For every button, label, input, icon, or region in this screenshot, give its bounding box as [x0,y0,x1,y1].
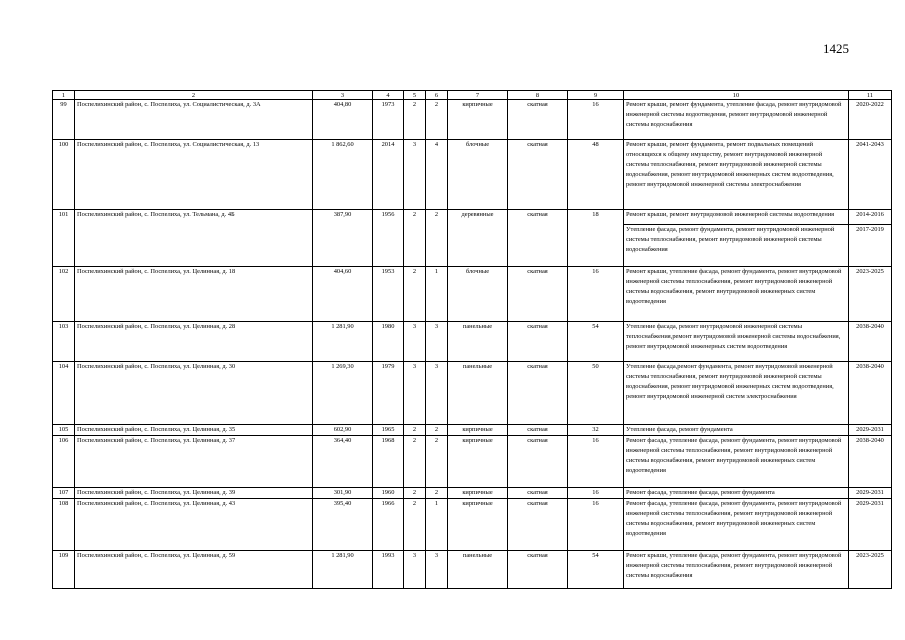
row-floors: 3 [404,551,426,589]
row-year: 2014 [373,140,404,210]
row-wall-material: кирпичные [448,436,508,488]
row-wall-material: кирпичные [448,100,508,140]
row-address: Поспелихинский район, с. Поспелиха, ул. Целинная, д. 37 [75,436,313,488]
table-row [53,436,892,488]
row-area: 1 269,30 [313,362,373,425]
column-number-7: 7 [448,91,508,100]
row-year: 1953 [373,267,404,322]
row-residents: 16 [568,499,624,551]
row-works: Ремонт фасада, утепление фасада, ремонт фундамента, ремонт внутридомовой инженерной системы теплоснабжения, ремонт внутридомовой инженерной системы водоснабжения, ремонт внутридомовой инженерных систем водоотведения [624,499,849,551]
row-roof-type: скатная [508,100,568,140]
row-address: Поспелихинский район, с. Поспелиха, ул. Целинная, д. 59 [75,551,313,589]
row-entrances: 4 [426,140,448,210]
row-number: 104 [53,362,75,425]
row-area: 395,40 [313,499,373,551]
row-works: Ремонт фасада, утепление фасада, ремонт фундамента [624,488,849,499]
row-roof-type: скатная [508,210,568,267]
row-address: Поспелихинский район, с. Поспелиха, ул. Целинная, д. 43 [75,499,313,551]
row-wall-material: кирпичные [448,499,508,551]
row-works: Утепление фасада, ремонт внутридомовой инженерной системы теплоснабжения,ремонт внутридомовой инженерной системы водоснабжения, ремонт внутридомовой инженерных систем водоотведения [624,322,849,362]
row-floors: 3 [404,322,426,362]
registry-table-wrap [52,90,884,589]
row-entrances: 2 [426,210,448,267]
column-number-4: 4 [373,91,404,100]
row-address: Поспелихинский район, с. Поспелиха, ул. Целинная, д. 39 [75,488,313,499]
row-number: 99 [53,100,75,140]
row-residents: 18 [568,210,624,267]
row-residents: 16 [568,436,624,488]
table-row [53,267,892,322]
column-number-11: 11 [849,91,892,100]
row-period: 2023-2025 [849,551,892,589]
row-area: 404,60 [313,267,373,322]
row-period: 2020-2022 [849,100,892,140]
row-works: Ремонт крыши, ремонт фундамента, утепление фасада, ремонт внутридомовой инженерной системы водоотведения, ремонт внутридомовой инженерной системы водоснабжения [624,100,849,140]
row-entrances: 2 [426,488,448,499]
row-floors: 2 [404,210,426,267]
table-row [53,425,892,436]
row-period: 2014-2016 [849,210,892,225]
row-residents: 54 [568,551,624,589]
row-floors: 2 [404,499,426,551]
row-roof-type: скатная [508,436,568,488]
row-works: Ремонт крыши, ремонт внутридомовой инженерной системы водоотведения [624,210,849,225]
row-works: Утепление фасада, ремонт фундамента [624,425,849,436]
row-works: Ремонт фасада, утепление фасада, ремонт фундамента, ремонт внутридомовой инженерной системы теплоснабжения, ремонт внутридомовой инженерной системы водоснабжения, ремонт внутридомовой инженерных систем водоотведения [624,436,849,488]
row-period: 2041-2043 [849,140,892,210]
row-year: 1965 [373,425,404,436]
row-wall-material: блочные [448,140,508,210]
row-area: 301,90 [313,488,373,499]
row-entrances: 2 [426,436,448,488]
row-address: Поспелихинский район, с. Поспелиха, ул. Целинная, д. 35 [75,425,313,436]
row-entrances: 3 [426,362,448,425]
registry-table [52,90,892,589]
row-floors: 2 [404,425,426,436]
row-entrances: 2 [426,100,448,140]
row-wall-material: деревянные [448,210,508,267]
row-residents: 16 [568,267,624,322]
table-row [53,140,892,210]
row-roof-type: скатная [508,499,568,551]
row-works: Ремонт крыши, утепление фасада, ремонт фундамента, ремонт внутридомовой инженерной системы теплоснабжения, ремонт внутридомовой инженерной системы водоснабжения [624,551,849,589]
row-floors: 2 [404,436,426,488]
row-floors: 3 [404,362,426,425]
row-address: Поспелихинский район, с. Поспелиха, ул. Целинная, д. 18 [75,267,313,322]
table-row [53,499,892,551]
row-works: Ремонт крыши, утепление фасада, ремонт фундамента, ремонт внутридомовой инженерной системы теплоснабжения, ремонт внутридомовой инженерной системы водоснабжения, ремонт внутридомовой инженерных систем водоотведения [624,267,849,322]
row-entrances: 1 [426,499,448,551]
column-number-10: 10 [624,91,849,100]
row-number: 102 [53,267,75,322]
row-roof-type: скатная [508,322,568,362]
table-row [53,100,892,140]
row-wall-material: кирпичные [448,425,508,436]
row-roof-type: скатная [508,425,568,436]
row-address: Поспелихинский район, с. Поспелиха, ул. Тельмана, д. 4Б [75,210,313,267]
row-entrances: 3 [426,551,448,589]
row-floors: 3 [404,140,426,210]
row-year: 1979 [373,362,404,425]
row-roof-type: скатная [508,488,568,499]
column-number-row [53,91,892,100]
row-area: 1 281,90 [313,322,373,362]
column-number-9: 9 [568,91,624,100]
row-works: Ремонт крыши, ремонт фундамента, ремонт подвальных помещений относящихся к общему имуществу, ремонт внутридомовой инженерной системы теплоснабжения, ремонт внутридомовой инженерной системы водоснабжения, ремонт внутридомовой инженерных систем водоотведения, ремонт внутридомовой инженерной системы электроснабжения [624,140,849,210]
column-number-8: 8 [508,91,568,100]
row-residents: 50 [568,362,624,425]
row-entrances: 1 [426,267,448,322]
column-number-3: 3 [313,91,373,100]
row-area: 364,40 [313,436,373,488]
table-row [53,322,892,362]
table-row [53,210,892,225]
row-year: 1956 [373,210,404,267]
row-year: 1968 [373,436,404,488]
row-period: 2029-2031 [849,425,892,436]
row-roof-type: скатная [508,551,568,589]
row-wall-material: панельные [448,362,508,425]
row-entrances: 3 [426,322,448,362]
row-period: 2038-2040 [849,436,892,488]
bottom-rule [52,588,846,589]
row-residents: 48 [568,140,624,210]
row-roof-type: скатная [508,267,568,322]
row-residents: 32 [568,425,624,436]
table-row [53,488,892,499]
column-number-5: 5 [404,91,426,100]
row-address: Поспелихинский район, с. Поспелиха, ул. Целинная, д. 30 [75,362,313,425]
page-number: 1425 [823,41,849,56]
row-year: 1973 [373,100,404,140]
row-area: 602,90 [313,425,373,436]
row-address: Поспелихинский район, с. Поспелиха, ул. Социалистическая, д. 3А [75,100,313,140]
row-area: 1 281,90 [313,551,373,589]
row-floors: 2 [404,267,426,322]
row-address: Поспелихинский район, с. Поспелиха, ул. Социалистическая, д. 13 [75,140,313,210]
row-number: 108 [53,499,75,551]
row-works: Утепление фасада,ремонт фундамента, ремонт внутридомовой инженерной системы теплоснабжения, ремонт внутридомовой инженерной системы водоснабжения, ремонт внутридомовой инженерных систем водоотведения, ремонт внутридомовой инженерной систем электроснабжения [624,362,849,425]
column-number-6: 6 [426,91,448,100]
row-period: 2023-2025 [849,267,892,322]
row-year: 1966 [373,499,404,551]
column-number-2: 2 [75,91,313,100]
row-works: Утепление фасада, ремонт фундамента, ремонт внутридомовой инженерной системы теплоснабжения, ремонт внутридомовой инженерной системы водоснабжения [624,225,849,267]
row-residents: 54 [568,322,624,362]
row-number: 107 [53,488,75,499]
row-wall-material: блочные [448,267,508,322]
row-wall-material: панельные [448,322,508,362]
row-area: 387,90 [313,210,373,267]
row-period: 2029-2031 [849,499,892,551]
row-period: 2029-2031 [849,488,892,499]
row-address: Поспелихинский район, с. Поспелиха, ул. Целинная, д. 28 [75,322,313,362]
row-residents: 16 [568,100,624,140]
row-number: 101 [53,210,75,267]
row-period: 2038-2040 [849,362,892,425]
row-number: 105 [53,425,75,436]
row-number: 106 [53,436,75,488]
row-period: 2017-2019 [849,225,892,267]
row-entrances: 2 [426,425,448,436]
row-residents: 16 [568,488,624,499]
row-period: 2038-2040 [849,322,892,362]
row-roof-type: скатная [508,362,568,425]
table-row [53,551,892,589]
row-year: 1960 [373,488,404,499]
row-area: 404,80 [313,100,373,140]
row-wall-material: кирпичные [448,488,508,499]
row-number: 103 [53,322,75,362]
table-row [53,362,892,425]
row-year: 1980 [373,322,404,362]
row-floors: 2 [404,100,426,140]
row-floors: 2 [404,488,426,499]
row-roof-type: скатная [508,140,568,210]
table-body [53,91,892,589]
row-wall-material: панельные [448,551,508,589]
column-number-1: 1 [53,91,75,100]
row-number: 109 [53,551,75,589]
row-area: 1 862,60 [313,140,373,210]
row-year: 1993 [373,551,404,589]
row-number: 100 [53,140,75,210]
